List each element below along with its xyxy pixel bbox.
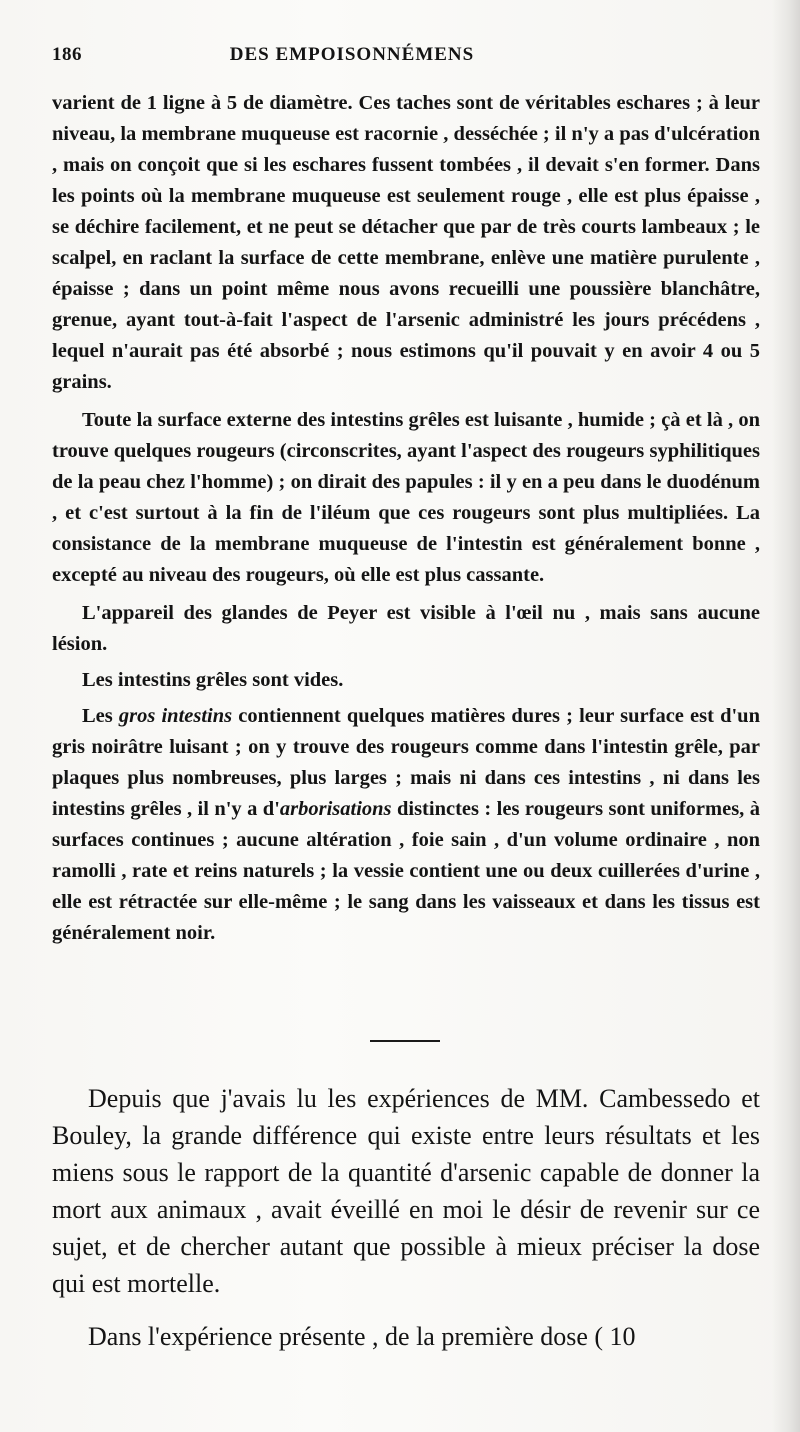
large-print-section [52, 1080, 760, 1355]
text-run: distinctes : les rougeurs sont uniformes, à surfaces continues ; aucune altération , foie sain , d'un volume ordinaire , non ramolli , rate et reins naturels ; la vessie contient une ou deux cuillerées d'urine , elle est rétractée sur elle-même ; le sang dans les vaisseaux et dans les tissus est généralement noir. [52, 798, 760, 944]
italic-term-arborisations: arborisations [279, 798, 392, 820]
running-head [52, 44, 752, 76]
page-number: 186 [52, 44, 82, 65]
paragraph-intestins-surface: Toute la surface externe des intestins grêles est luisante , humide ; çà et là , on trouve quelques rougeurs (circonscrites, ayant l'aspect des rougeurs syphilitiques de la peau chez l'homme) ; on dirait des papules : il y en a peu dans le duodénum , et c'est surtout à la fin de l'iléum que ces rougeurs sont plus multipliées. La consistance de la membrane muqueuse de l'intestin est généralement bonne , excepté au niveau des rougeurs, où elle est plus cassante. [52, 409, 760, 586]
binding-shadow [772, 0, 800, 1432]
paragraph-experience-presente: Dans l'expérience présente , de la première dose ( 10 [88, 1322, 636, 1351]
italic-term-gros-intestins: gros intestins [118, 705, 233, 727]
text-run: Les [82, 705, 119, 727]
paragraph-glandes-peyer: L'appareil des glandes de Peyer est visible à l'œil nu , mais sans aucune lésion. [52, 602, 760, 655]
running-title: DES EMPOISONNÉMENS [229, 44, 475, 65]
paragraph-experiences-cambessedo: Depuis que j'avais lu les expériences de MM. Cambessedo et Bouley, la grande différence qui existe entre leurs résultats et les miens sous le rapport de la quantité d'arsenic capable de donner la mort aux animaux , avait éveillé en moi le désir de revenir sur ce sujet, et de chercher autant que possible à mieux préciser la dose qui est mortelle. [52, 1084, 760, 1298]
paragraph-intestins-vides: Les intestins grêles sont vides. [82, 669, 344, 691]
paragraph-eschares: varient de 1 ligne à 5 de diamètre. Ces taches sont de véritables eschares ; à leur niveau, la membrane muqueuse est racornie , desséchée ; il n'y a pas d'ulcération , mais on conçoit que si les eschares fussent tombées , il devait s'en former. Dans les points où la membrane muqueuse est seulement rouge , elle est plus épaisse , se déchire facilement, et ne peut se détacher que par de très courts lambeaux ; le scalpel, en raclant la surface de cette membrane, enlève une matière purulente , épaisse ; dans un point même nous avons recueilli une poussière blanchâtre, grenue, ayant tout-à-fait l'aspect de l'arsenic administré les jours précédens , lequel n'aurait pas été absorbé ; nous estimons qu'il pouvait y en avoir 4 ou 5 grains. [52, 92, 760, 393]
small-print-section [52, 88, 760, 949]
paragraph-gros-intestins [52, 701, 760, 949]
section-divider [370, 1040, 440, 1042]
text-run: contiennent quelques matières dures ; leur surface est d'un gris noirâtre luisant ; on y trouve des rougeurs comme dans l'intestin grêle, par plaques plus nombreuses, plus larges ; mais ni dans ces intestins , ni dans les intestins grêles , il n'y a d' [52, 705, 760, 820]
